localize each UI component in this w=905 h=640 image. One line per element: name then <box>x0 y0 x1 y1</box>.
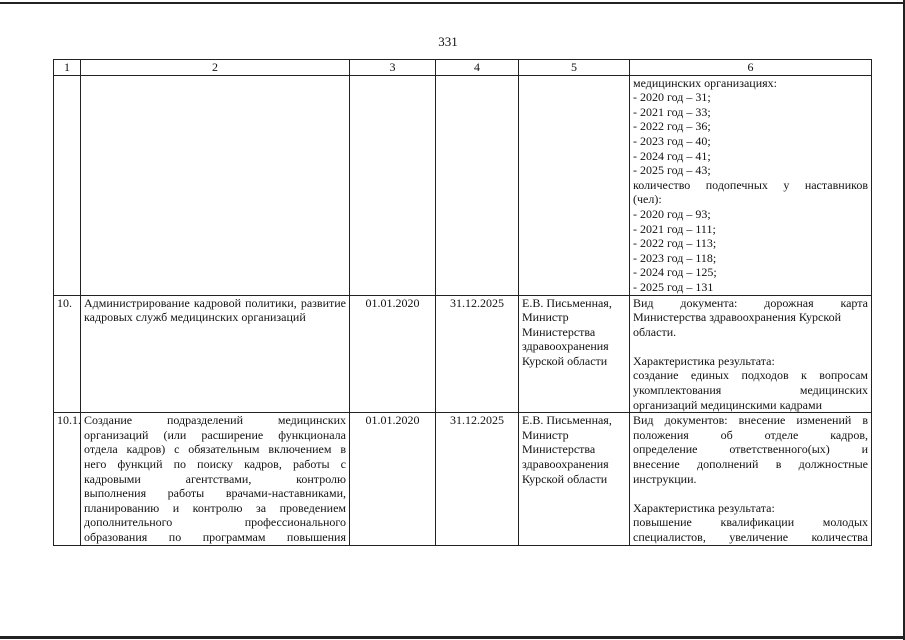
measure-name-line: Создание подразделений медицинских <box>84 413 346 428</box>
measure-name-line: отдела кадров) с обязательным включением в <box>84 442 346 457</box>
end-date: 31.12.2025 <box>436 295 519 413</box>
page-number: 331 <box>438 34 458 49</box>
responsible-line: Министерства <box>522 442 596 457</box>
table-row-10-1 <box>54 413 872 545</box>
result-line: Вид документов: внесение изменений в <box>633 413 868 428</box>
cont-result-cell <box>630 75 872 295</box>
responsible-line: Е.В. Письменная, <box>522 295 612 310</box>
result-line: - 2020 год – 31; <box>633 90 711 105</box>
result-line <box>633 339 868 354</box>
header-col-3: 3 <box>350 60 436 76</box>
result-line: определение ответственного(ых) и <box>633 442 868 457</box>
result-line: области. <box>633 324 677 339</box>
measure-name-line: кадровыми агентствами, контролю <box>84 471 346 486</box>
result-line <box>633 486 868 501</box>
result-line: Вид документа: дорожная карта <box>633 295 868 310</box>
responsible-line: Е.В. Письменная, <box>522 413 612 428</box>
result-line: - 2021 год – 33; <box>633 104 711 119</box>
result-line: - 2021 год – 111; <box>633 221 716 236</box>
responsible-line: здравоохранения <box>522 339 609 354</box>
measure-name: Администрирование кадровой политики, развитие кадровых служб медицинских организаций <box>81 295 350 413</box>
result-line: Характеристика результата: <box>633 500 775 515</box>
result-line: - 2023 год – 118; <box>633 250 717 265</box>
measure-name-line: дополнительного профессионального <box>84 515 346 530</box>
result-line: количество подопечных у наставников <box>633 177 868 192</box>
start-date: 01.01.2020 <box>350 295 436 413</box>
result-line: - 2022 год – 113; <box>633 236 717 251</box>
result-line: внесение дополнений в должностные <box>633 457 868 472</box>
responsible-person <box>519 295 630 413</box>
result-line: - 2020 год – 93; <box>633 206 711 221</box>
result-line: (чел): <box>633 192 662 207</box>
responsible-line: Курской области <box>522 471 608 486</box>
page-bottom-edge <box>0 636 905 639</box>
measure-name-line: планированию и контролю за проведением <box>84 500 346 515</box>
table-row-continuation <box>54 75 872 295</box>
cont-start-cell <box>350 75 436 295</box>
result-line: - 2024 год – 125; <box>633 265 717 280</box>
responsible-line: здравоохранения <box>522 457 609 472</box>
result-line: - 2025 год – 43; <box>633 163 711 178</box>
measure-name-line: образования по программам повышения <box>84 530 346 544</box>
measure-name-line: него функций по поиску кадров, работы с <box>84 457 346 472</box>
result-line: положения об отделе кадров, <box>633 427 868 442</box>
responsible-line: Министр <box>522 310 569 325</box>
responsible-line: Министерства <box>522 324 596 339</box>
result-line: - 2025 год – 131 <box>633 279 714 294</box>
result-line: Министерства здравоохранения Курской <box>633 310 841 325</box>
cont-name-cell <box>81 75 350 295</box>
measure-name-line: выполнения работы врачами-наставниками, <box>84 486 346 501</box>
header-col-4: 4 <box>436 60 519 76</box>
result-line: - 2023 год – 40; <box>633 133 711 148</box>
expected-result <box>630 413 872 545</box>
result-line: специалистов, увеличение количества <box>633 530 868 544</box>
header-col-6: 6 <box>630 60 872 76</box>
measure-name-line: организаций (или расширение функционала <box>84 427 346 442</box>
header-col-2: 2 <box>81 60 350 76</box>
responsible-line: Курской области <box>522 353 608 368</box>
row-number: 10. <box>54 295 81 413</box>
result-line: - 2024 год – 41; <box>633 148 711 163</box>
expected-result <box>630 295 872 413</box>
responsible-line: Министр <box>522 427 569 442</box>
measure-name <box>81 413 350 545</box>
responsible-person <box>519 413 630 545</box>
header-col-1: 1 <box>54 60 81 76</box>
cont-num-cell <box>54 75 81 295</box>
start-date: 01.01.2020 <box>350 413 436 545</box>
result-line: медицинских организациях: <box>633 75 777 90</box>
header-col-5: 5 <box>519 60 630 76</box>
result-line: инструкции. <box>633 471 697 486</box>
cont-resp-cell <box>519 75 630 295</box>
measures-table <box>53 59 872 546</box>
table-row-10 <box>54 295 872 413</box>
result-line: - 2022 год – 36; <box>633 119 711 134</box>
header-row <box>54 60 872 76</box>
end-date: 31.12.2025 <box>436 413 519 545</box>
result-line: укомплектования медицинских <box>633 383 868 398</box>
cont-end-cell <box>436 75 519 295</box>
result-line: создание единых подходов к вопросам <box>633 368 868 383</box>
result-line: повышение квалификации молодых <box>633 515 868 530</box>
result-line: Характеристика результата: <box>633 353 775 368</box>
result-line: организаций медицинскими кадрами <box>633 397 822 412</box>
page-top-edge <box>0 2 905 4</box>
row-number: 10.1. <box>54 413 81 545</box>
